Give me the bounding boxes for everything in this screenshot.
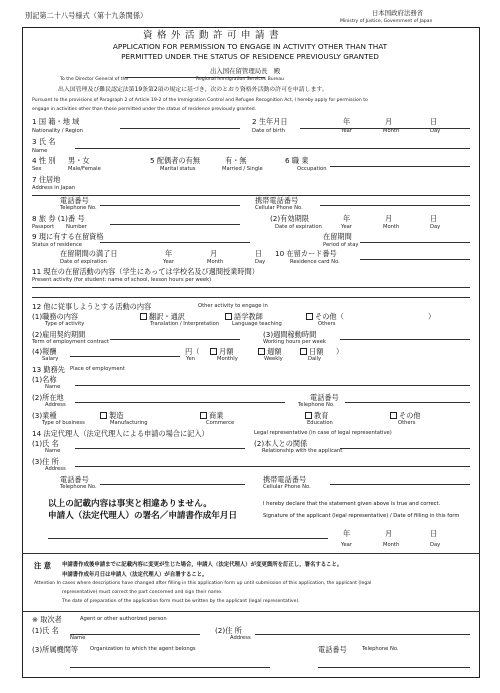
sign-year-en: Year: [341, 542, 352, 548]
occupation-label-en: Occupation: [297, 166, 327, 172]
employment-heading-en: Place of employment: [70, 366, 125, 372]
commerce-checkbox[interactable]: [200, 412, 223, 419]
weekly-checkbox[interactable]: [258, 348, 281, 355]
daily-close: ）: [336, 347, 344, 356]
form-number: 別記第二十八号様式（第十九条関係）: [25, 11, 148, 20]
occupation-field[interactable]: [330, 166, 470, 167]
sex-label: 4 性 別: [32, 156, 56, 165]
dob-field[interactable]: [300, 128, 470, 129]
name-field[interactable]: [75, 148, 470, 149]
hours-field[interactable]: [340, 339, 470, 340]
marital-label-en: Marital status: [160, 166, 196, 172]
govt-en: Ministry of Justice, Government of Japan: [340, 19, 433, 24]
emp-others-checkbox[interactable]: [390, 412, 421, 419]
dob-label-en: Date of birth: [252, 128, 285, 134]
tel-label-en: Telephone No.: [60, 205, 97, 211]
agent-address-field[interactable]: [255, 634, 470, 635]
intro-en-1: Pursuant to the provisions of Paragraph 2 of Article 19-2 of the Immigration Control and Refugee Recognition Act, I hereby apply for permission to: [32, 98, 368, 103]
salary-label-en: Salary: [42, 356, 59, 362]
term-label-en: Term of employment contract: [32, 339, 109, 345]
dob-year-en: Year: [341, 128, 352, 134]
note-en-1: Attention In cases where descriptions have changed after filling in this application form up until submission of this application, the applicant (legal: [34, 581, 372, 586]
daily-label: 日額: [309, 347, 324, 356]
emp-address-field[interactable]: [75, 402, 285, 403]
sign-year: 年: [343, 529, 351, 538]
daily-label-en: Daily: [308, 356, 322, 362]
rep-address-field[interactable]: [75, 466, 470, 467]
stay-expiry-month-en: Month: [207, 259, 224, 265]
addressee-line: [125, 77, 265, 78]
title-en-2: PERMITTED UNDER THE STATUS OF RESIDENCE PREVIOUSLY GRANTED: [121, 52, 379, 61]
cell-field[interactable]: [320, 205, 470, 206]
emp-name-field[interactable]: [75, 385, 470, 386]
nationality-field[interactable]: [120, 128, 240, 129]
checkbox-icon[interactable]: [225, 313, 232, 320]
stay-expiry-year-en: Year: [163, 259, 174, 265]
rep-address-label-en: Address: [45, 466, 66, 472]
note-en-3: The date of preparation of the application form must be written by the applicant (legal representative).: [62, 599, 300, 604]
stay-expiry-day: 日: [255, 249, 263, 258]
hours-label-en: Working hours per week: [263, 339, 326, 345]
passport-label-en: Passport: [32, 224, 55, 230]
addressee-en-left: To the Director General of the: [60, 77, 129, 82]
emp-name-label-en: Name: [45, 384, 61, 390]
relation-label: (2)本人との関係: [254, 439, 308, 448]
cell-label: 携帯電話番号: [255, 196, 299, 205]
expiry-year-en: Year: [341, 224, 352, 230]
checkbox-icon[interactable]: [100, 412, 107, 419]
signature-field[interactable]: [48, 538, 328, 539]
nationality-label: 1 国 籍・地 域: [32, 117, 80, 126]
declaration-jp-1: 以上の記載内容は事実と相違ありません。: [48, 499, 212, 509]
present-activity-label: 11 現在の在留活動の内容（学生にあっては学校名及び週間授業時間）: [32, 267, 259, 276]
daily-checkbox[interactable]: [300, 348, 323, 355]
rep-name-label-en: Name: [45, 448, 61, 454]
agent-address-label-en: Address: [230, 635, 251, 641]
hours-label: (3)週間稼動時間: [263, 330, 317, 339]
period-field[interactable]: [360, 242, 470, 243]
rep-tel-field[interactable]: [100, 484, 245, 485]
salary-label: (4)報酬: [32, 347, 57, 356]
monthly-label: 月額: [219, 347, 234, 356]
yen-label-en: Yen: [186, 356, 195, 362]
sex-options-en: Male/Female: [68, 166, 101, 172]
activity-type-label-en: Type of activity: [45, 321, 85, 327]
note-jp-1: 申請書作成後申請までに記載内容に変更が生じた場合，申請人（法定代理人）が変更箇所を訂正し，署名すること。: [62, 562, 343, 568]
occupation-label: 6 職 業: [285, 156, 309, 165]
govt-jp: 日本国政府法務省: [372, 9, 424, 17]
emp-tel-label: 電話番号: [310, 393, 339, 402]
others-checkbox[interactable]: [306, 313, 344, 320]
monthly-label-en: Monthly: [217, 356, 238, 362]
tel-label: 電話番号: [60, 196, 89, 205]
emp-tel-label-en: Telephone No.: [298, 402, 335, 408]
status-label-en: Status of residence: [32, 242, 82, 248]
translation-checkbox[interactable]: [140, 313, 185, 320]
language-checkbox[interactable]: [225, 313, 263, 320]
rep-cell-label-en: Cellular Phone No.: [263, 484, 311, 490]
relation-field[interactable]: [340, 448, 470, 449]
divider: [22, 553, 480, 554]
marital-options-en: Married / Single: [222, 166, 263, 172]
emp-others-label: その他: [399, 411, 421, 420]
checkbox-icon[interactable]: [306, 313, 313, 320]
agent-heading: ※ 取次者: [32, 615, 62, 624]
stay-expiry-month: 月: [210, 249, 218, 258]
commerce-label: 商業: [209, 411, 224, 420]
salary-field[interactable]: [70, 356, 180, 357]
expiry-year: 年: [343, 214, 351, 223]
rep-tel-label-en: Telephone No.: [60, 484, 97, 490]
translation-label-en: Translation / Interpretation: [150, 321, 220, 327]
card-label: 10 在留カード番号: [275, 249, 337, 258]
period-label-en: Period of stay: [323, 242, 359, 248]
emp-others-label-en: Others: [398, 420, 416, 426]
manufacturing-label-en: Manufacturing: [110, 420, 148, 426]
agent-name-label-en: Name: [70, 635, 86, 641]
sign-month-en: Month: [383, 542, 400, 548]
checkbox-icon[interactable]: [140, 313, 147, 320]
passport-number-field[interactable]: [110, 224, 240, 225]
term-label: (2)雇用契約期間: [32, 330, 86, 339]
agent-address-label: (2)住 所: [215, 626, 242, 635]
stay-expiry-label: 在留期間の満了日: [60, 249, 118, 258]
checkbox-icon[interactable]: [390, 412, 397, 419]
monthly-checkbox[interactable]: [210, 348, 233, 355]
language-label-en: Language teaching: [232, 321, 282, 327]
addressee-en-right: Regional Immigration Services Bureau: [196, 77, 284, 82]
legal-rep-heading-en: Legal representative (in case of legal representative): [254, 430, 392, 436]
manufacturing-label: 製造: [109, 411, 124, 420]
period-label: 在留期間: [323, 232, 352, 241]
rep-name-field[interactable]: [75, 448, 245, 449]
employment-heading: 13 勤務先: [32, 365, 65, 374]
other-activity-heading-en: Other activity to engage in: [198, 303, 268, 309]
checkbox-icon[interactable]: [200, 412, 207, 419]
passport-label: 8 旅 券 (1)番 号: [32, 214, 85, 223]
name-label-en: Name: [32, 148, 48, 154]
present-activity-field-1[interactable]: [32, 287, 470, 288]
note-label: 注 意: [34, 561, 51, 570]
checkbox-icon[interactable]: [210, 348, 217, 355]
checkbox-icon[interactable]: [258, 348, 265, 355]
dob-month-en: Month: [383, 128, 400, 134]
sign-day: 日: [430, 529, 438, 538]
emp-tel-field[interactable]: [345, 402, 470, 403]
agent-name-label: (1)氏 名: [32, 626, 59, 635]
stay-expiry-label-en: Date of expiration: [60, 259, 107, 265]
expiry-day-en: Day: [430, 224, 441, 230]
title-jp: 資格外活動許可申請書: [143, 30, 284, 41]
cell-label-en: Cellular Phone No.: [255, 205, 303, 211]
agent-tel-field[interactable]: [318, 667, 470, 668]
term-field[interactable]: [110, 339, 240, 340]
addressee-jp: 出入国在留管理局長 殿: [210, 67, 281, 75]
checkbox-icon[interactable]: [305, 412, 312, 419]
expiry-month: 月: [385, 214, 393, 223]
dob-label: 2 生年月日: [252, 117, 288, 126]
weekly-label-en: Weekly: [264, 356, 283, 362]
address-label-en: Address in Japan: [32, 185, 76, 191]
present-activity-field-2[interactable]: [32, 297, 470, 298]
agent-org-label: (3)所属機関等: [32, 645, 79, 654]
agent-org-field[interactable]: [70, 667, 270, 668]
title-en-1: APPLICATION FOR PERMISSION TO ENGAGE IN ACTIVITY OTHER THAN THAT: [112, 42, 388, 51]
divider: [22, 611, 480, 612]
sex-options[interactable]: 男・女: [68, 156, 90, 165]
rep-tel-label: 電話番号: [60, 475, 89, 484]
commerce-label-en: Commerce: [206, 420, 235, 426]
dob-month: 月: [385, 117, 393, 126]
rep-name-label: (1)氏 名: [32, 439, 59, 448]
dob-year: 年: [343, 117, 351, 126]
agent-tel-label: 電話番号: [318, 645, 347, 654]
stay-expiry-day-en: Day: [255, 259, 266, 265]
dob-day-en: Day: [430, 128, 441, 134]
status-field[interactable]: [100, 242, 250, 243]
name-label: 3 氏 名: [32, 137, 56, 146]
status-label: 9 現に有する在留資格: [32, 232, 104, 241]
emp-address-label-en: Address: [45, 402, 66, 408]
others-label-en: Others: [318, 321, 336, 327]
checkbox-icon[interactable]: [300, 348, 307, 355]
expiry-label-en: Date of expiration: [275, 224, 322, 230]
expiry-label: (2)有効期限: [270, 214, 309, 223]
agent-name-field[interactable]: [70, 634, 200, 635]
emp-name-label: (1)名称: [32, 375, 57, 384]
intro-en-2: engage in activities other than those permitted under the status of residence previously granted.: [32, 107, 257, 112]
rep-cell-label: 携帯電話番号: [263, 475, 307, 484]
manufacturing-checkbox[interactable]: [100, 412, 123, 419]
education-label-en: Education: [307, 420, 333, 426]
agent-org-label-en: Organization to which the agent belongs: [90, 646, 196, 652]
stay-expiry-year: 年: [165, 249, 173, 258]
sex-label-en: Sex: [32, 166, 42, 172]
rep-address-label: (3)住 所: [32, 457, 59, 466]
relation-label-en: Relationship with the applicant: [262, 448, 343, 454]
business-label: (3)業種: [32, 411, 57, 420]
declaration-en-1: I hereby declare that the statement given above is true and correct.: [263, 501, 441, 507]
card-field[interactable]: [360, 259, 470, 260]
others-label: その他（: [315, 312, 344, 321]
declaration-en-2: Signature of the applicant (legal representative) / Date of filling in this form: [263, 513, 460, 519]
agent-heading-en: Agent or other authorized person: [80, 616, 167, 622]
emp-address-label: (2)所在地: [32, 393, 64, 402]
present-activity-label-en: Present activity (for student: name of school, lesson hours per week): [32, 277, 212, 283]
card-label-en: Residence card No.: [290, 259, 340, 265]
dob-day: 日: [430, 117, 438, 126]
expiry-month-en: Month: [383, 224, 400, 230]
passport-number-en: Number: [66, 224, 87, 230]
tel-field[interactable]: [100, 205, 240, 206]
translation-label: 翻訳・通訳: [149, 312, 185, 321]
other-activity-heading: 12 他に従事しようとする活動の内容: [32, 302, 152, 311]
yen-label: 円（: [185, 347, 200, 356]
intro-jp: 出入国管理及び難民認定法第19条第2項の規定に基づき，次のとおり資格外活動の許可を申請します。: [58, 87, 328, 93]
activity-type-label: (1)職務の内容: [32, 312, 79, 321]
language-label: 語学教師: [234, 312, 263, 321]
address-label: 7 住居地: [32, 175, 61, 184]
address-field[interactable]: [32, 195, 470, 196]
sign-month: 月: [385, 529, 393, 538]
others-close: ）: [428, 312, 436, 321]
weekly-label: 週額: [267, 347, 282, 356]
education-checkbox[interactable]: [305, 412, 328, 419]
rep-cell-field[interactable]: [330, 484, 470, 485]
agent-tel-label-en: Telephone No.: [362, 646, 399, 652]
legal-rep-heading: 14 法定代理人（法定代理人による申請の場合に記入）: [32, 429, 209, 438]
expiry-day: 日: [430, 214, 438, 223]
marital-options[interactable]: 有・無: [225, 156, 247, 165]
note-en-2: representative) must correct the part concerned and sign their name.: [62, 590, 223, 595]
nationality-label-en: Nationality / Region: [32, 128, 83, 134]
declaration-jp-2: 申請人（法定代理人）の署名／申請書作成年月日: [48, 511, 238, 521]
marital-label: 5 配偶者の有無: [150, 156, 200, 165]
sign-day-en: Day: [430, 542, 441, 548]
note-jp-2: 申請書作成年月日は申請人（法定代理人）が自署すること。: [62, 572, 208, 578]
business-label-en: Type of business: [42, 420, 85, 426]
education-label: 教育: [314, 411, 329, 420]
